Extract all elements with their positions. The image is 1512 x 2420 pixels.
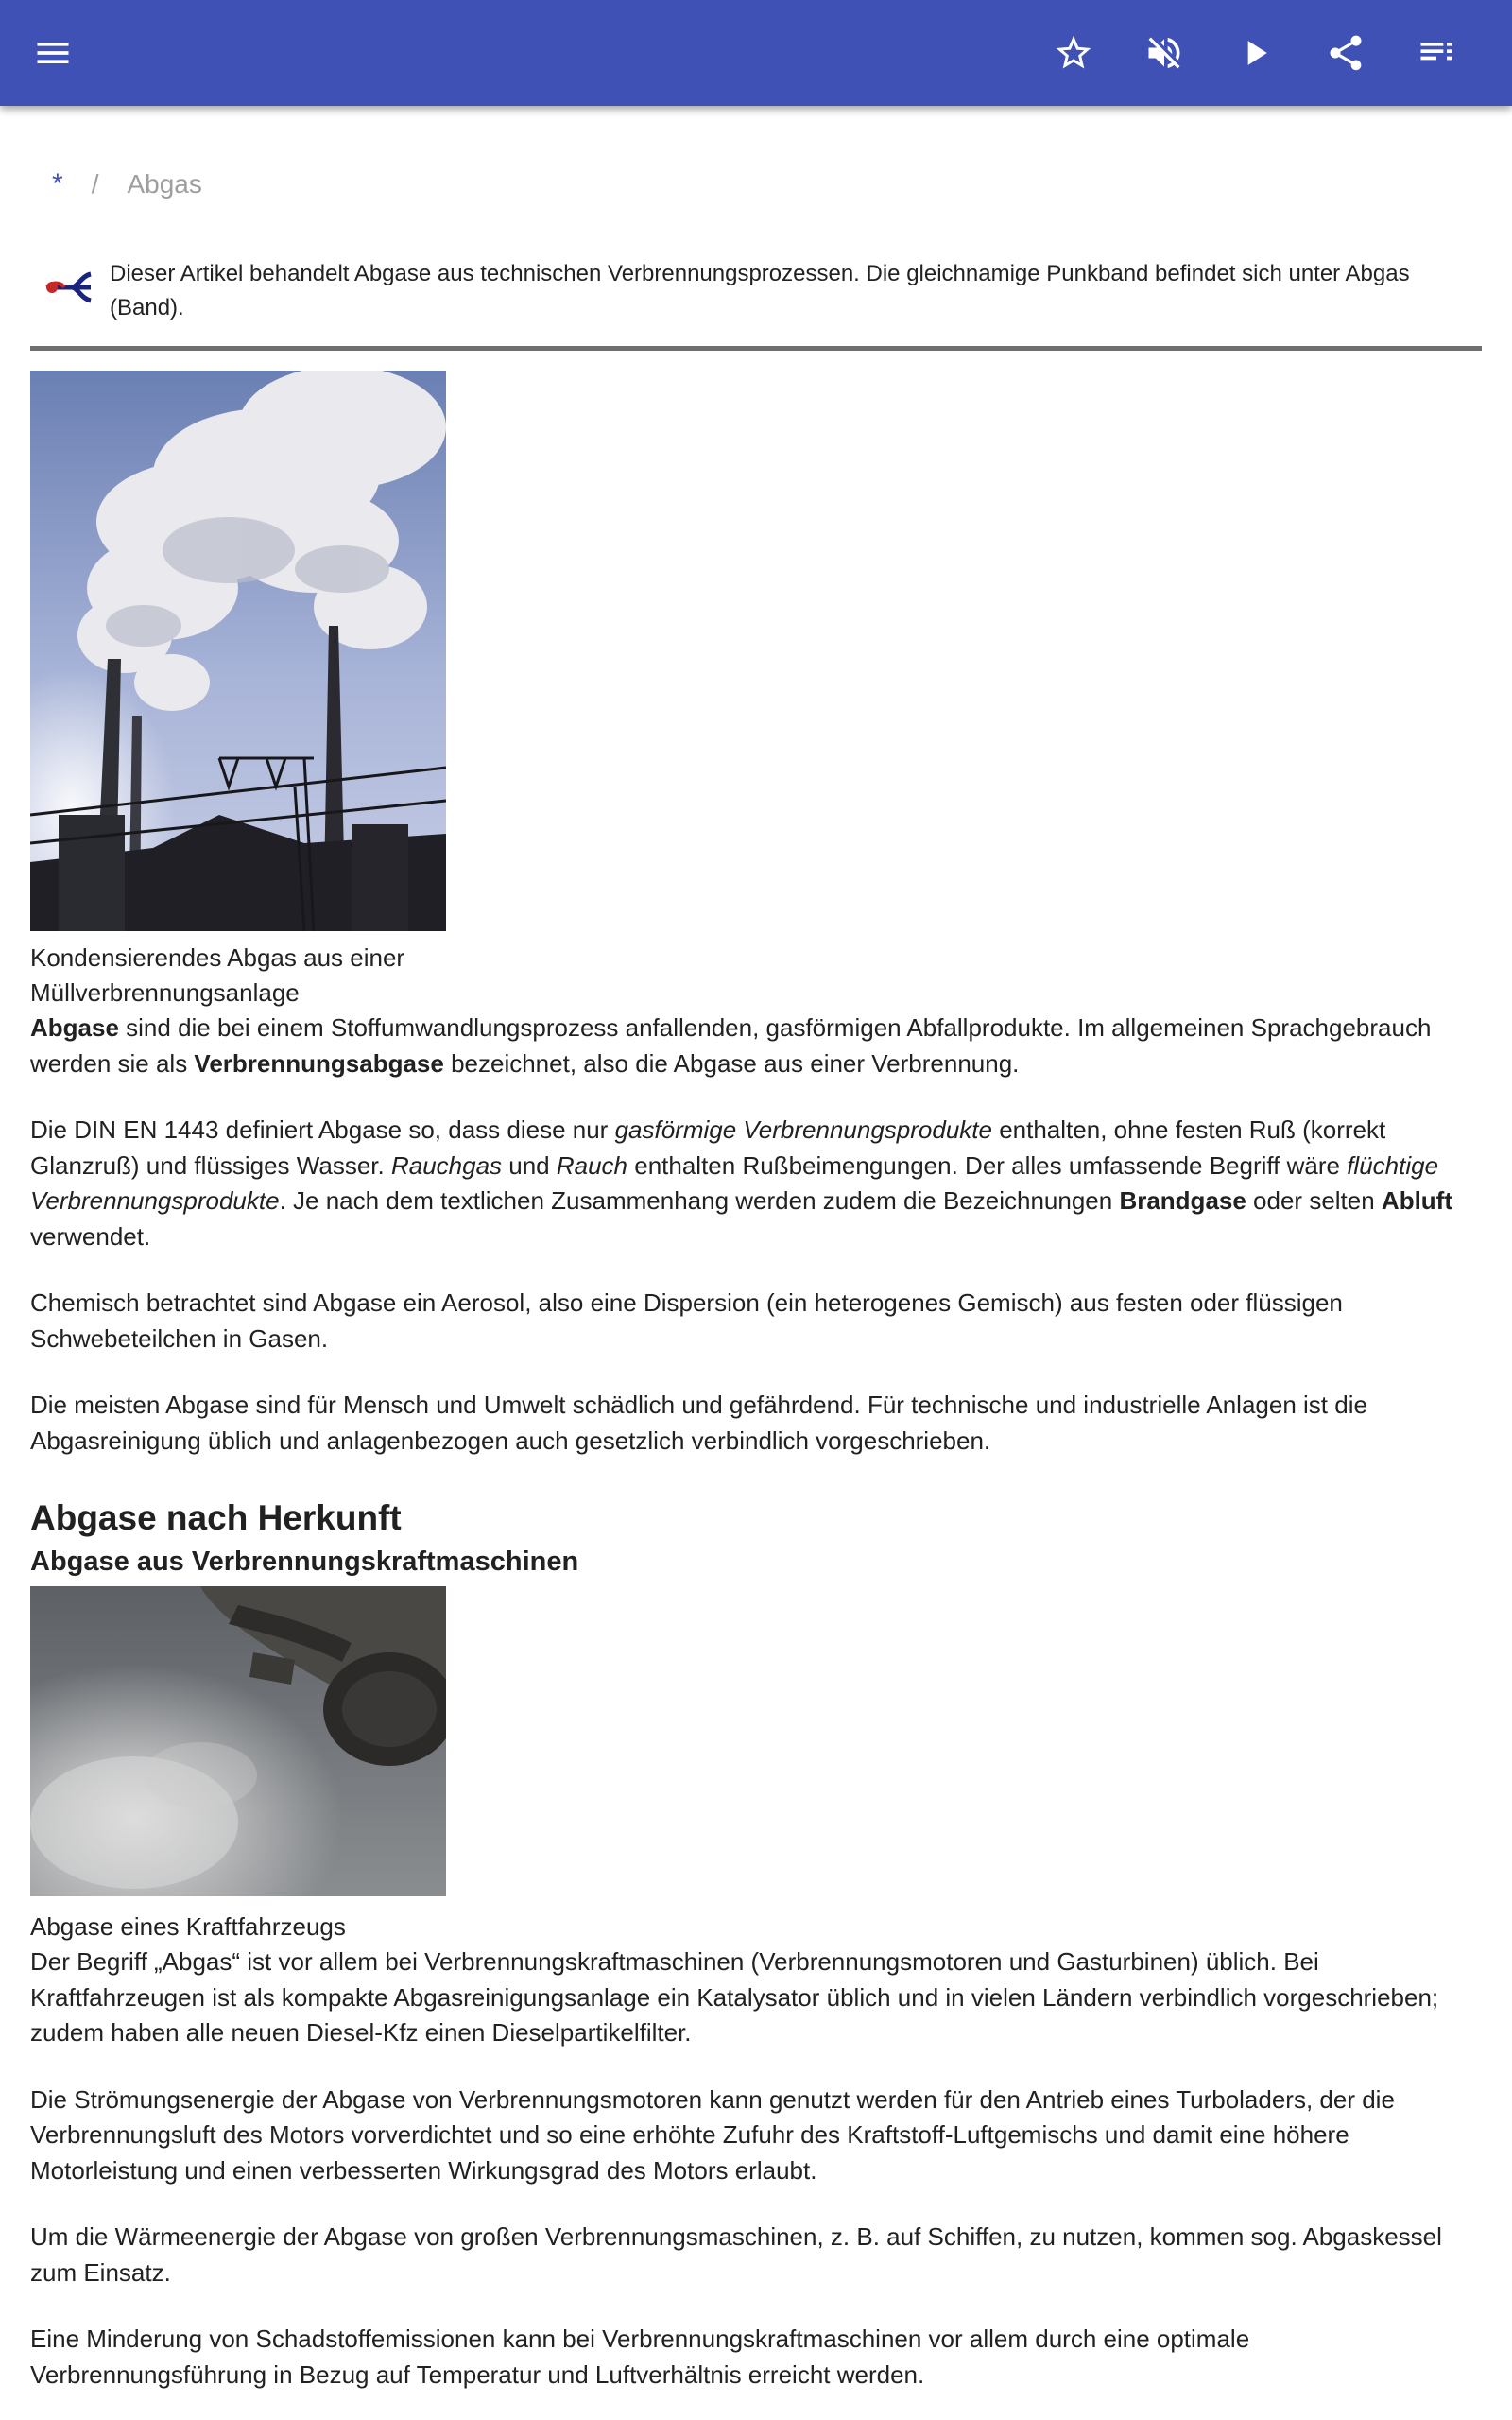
breadcrumb-home[interactable]: * xyxy=(52,168,63,199)
menu-button[interactable] xyxy=(26,26,79,79)
text-run: verwendet. xyxy=(30,1221,151,1251)
intro-paragraph-2 xyxy=(30,1113,1482,1254)
text-run: enthalten Rußbeimengungen. Der alles umfassende Begriff wäre xyxy=(627,1150,1348,1180)
breadcrumb xyxy=(52,168,202,200)
figure-power-plant xyxy=(30,371,446,1011)
text-run: enthalten, ohne festen Ruß (korrekt Glanzruß) und flüssiges Wasser. xyxy=(30,1115,1386,1180)
share-icon xyxy=(1325,32,1366,74)
app-bar xyxy=(0,0,1512,106)
bold-term-brandgase: Brandgase xyxy=(1119,1186,1246,1215)
italic-term: Rauchgas xyxy=(390,1150,503,1180)
section-paragraph-1: Der Begriff „Abgas“ ist vor allem bei Verbrennungskraftmaschinen (Verbrennungsmotoren und Gasturbinen) üblich. Bei Kraftfahrzeugen ist als kompakte Abgasreinigungsanlage ein Katalysator üblich und in vielen Ländern verbindlich vorgeschrieben; zudem haben alle neuen Diesel-Kfz einen Dieselpartikelfilter. xyxy=(30,1947,1439,2047)
italic-term: gasförmige Verbrennungsprodukte xyxy=(614,1115,992,1144)
text-run: . Je nach dem textlichen Zusammenhang werden zudem die Bezeichnungen xyxy=(279,1186,1120,1215)
bookmark-button[interactable] xyxy=(1047,26,1100,79)
mute-button[interactable] xyxy=(1138,26,1191,79)
breadcrumb-current: Abgas xyxy=(127,169,202,199)
hamburger-menu-icon xyxy=(32,32,74,74)
text-run: sind die bei einem Stoffumwandlungsprozess anfallenden, gasförmigen Abfallprodukte. Im allgemeinen Sprachgebrauch werden sie als xyxy=(30,1013,1432,1078)
bold-term-verbrennungsabgase: Verbrennungsabgase xyxy=(194,1048,444,1078)
play-button[interactable] xyxy=(1228,26,1281,79)
section-heading: Abgase nach Herkunft xyxy=(30,1498,402,1537)
play-icon xyxy=(1234,32,1276,74)
disambiguation-hatnote xyxy=(30,253,1482,351)
star-outline-icon xyxy=(1053,32,1094,74)
section-paragraph-3: Um die Wärmeenergie der Abgase von großen Verbrennungsmaschinen, z. B. auf Schiffen, zu nutzen, kommen sog. Abgaskessel zum Einsatz. xyxy=(30,2222,1442,2287)
disambiguation-icon xyxy=(43,267,94,308)
text-run: bezeichnet, also die Abgase aus einer Verbrennung. xyxy=(443,1048,1020,1078)
figure-caption: Kondensierendes Abgas aus einer Müllverbrennungsanlage xyxy=(30,943,405,1007)
text-run: und xyxy=(502,1150,557,1180)
text-run: oder selten xyxy=(1246,1186,1382,1215)
intro-paragraph-3: Chemisch betrachtet sind Abgase ein Aerosol, also eine Dispersion (ein heterogenes Gemisch) aus festen oder flüssigen Schwebeteilchen in Gasen. xyxy=(30,1288,1343,1353)
breadcrumb-separator: / xyxy=(91,169,99,199)
bold-term-abgase: Abgase xyxy=(30,1013,119,1042)
intro-paragraph-4: Die meisten Abgase sind für Mensch und Umwelt schädlich und gefährdend. Für technische und industrielle Anlagen ist die Abgasreinigung üblich und anlagenbezogen auch gesetzlich verbindlich vorgeschrieben. xyxy=(30,1391,1367,1455)
intro-paragraph-1 xyxy=(30,1011,1482,1081)
figure-car-exhaust xyxy=(30,1586,446,1945)
hatnote-text: Dieser Artikel behandelt Abgase aus technischen Verbrennungsprozessen. Die gleichnamige Punkband befindet sich unter Abgas (Band). xyxy=(110,261,1410,320)
italic-term: Rauch xyxy=(556,1150,628,1180)
car-exhaust-image[interactable] xyxy=(30,1586,446,1896)
playlist-icon xyxy=(1416,32,1457,74)
subsection-heading: Abgase aus Verbrennungskraftmaschinen xyxy=(30,1547,579,1577)
contents-button[interactable] xyxy=(1410,26,1463,79)
section-paragraph-2: Die Strömungsenergie der Abgase von Verbrennungsmotoren kann genutzt werden für den Antrieb eines Turboladers, der die Verbrennungsluft des Motors vorverdichtet und so eine erhöhte Zufuhr des Kraftstoff-Luftgemischs und damit eine höhere Motorleistung und einen verbesserten Wirkungsgrad des Motors erlaubt. xyxy=(30,2084,1395,2185)
power-plant-smoke-image[interactable] xyxy=(30,371,446,931)
bold-term-abluft: Abluft xyxy=(1381,1186,1453,1215)
italic-term: flüchtige Verbrennungsprodukte xyxy=(30,1150,1439,1215)
figure-caption: Abgase eines Kraftfahrzeugs xyxy=(30,1912,346,1941)
article-content xyxy=(30,371,1482,2393)
text-run: Die DIN EN 1443 definiert Abgase so, dass diese nur xyxy=(30,1115,615,1144)
section-paragraph-4: Eine Minderung von Schadstoffemissionen kann bei Verbrennungskraftmaschinen vor allem durch eine optimale Verbrennungsführung in Bezug auf Temperatur und Luftverhältnis erreicht werden. xyxy=(30,2325,1250,2389)
share-button[interactable] xyxy=(1319,26,1372,79)
volume-off-icon xyxy=(1143,32,1185,74)
